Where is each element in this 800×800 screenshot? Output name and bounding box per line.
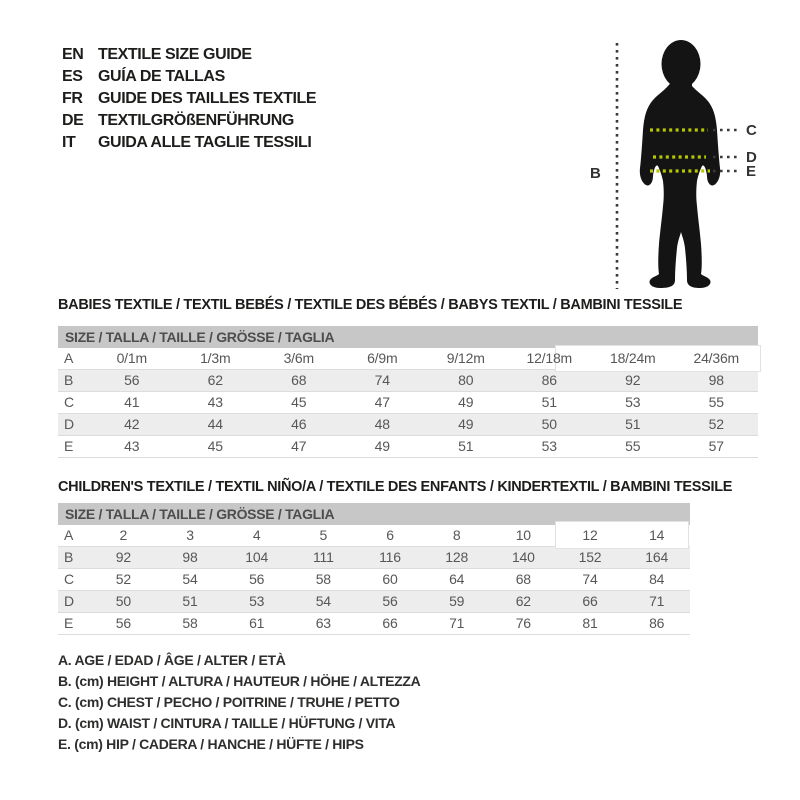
table-cell: 66: [582, 593, 598, 609]
row-label: A: [64, 350, 74, 366]
table-cell: 18/24m: [610, 350, 656, 366]
table-cell: 60: [382, 571, 398, 587]
table-row: [58, 414, 758, 436]
table-cell: 55: [625, 438, 641, 454]
table-cell: 49: [458, 416, 474, 432]
table-cell: 42: [124, 416, 140, 432]
table-cell: 68: [291, 372, 307, 388]
row-label: B: [64, 549, 74, 565]
table-cell: 50: [115, 593, 131, 609]
babies-size-table: [58, 326, 758, 458]
table-cell: 54: [182, 571, 198, 587]
language-row-en: [62, 44, 316, 66]
table-cell: 24/36m: [693, 350, 739, 366]
table-cell: 47: [291, 438, 307, 454]
legend-row: D. (cm) WAIST / CINTURA / TAILLE / HÜFTUNG / VITA: [58, 715, 396, 731]
table-cell: 9/12m: [446, 350, 485, 366]
table-cell: 44: [207, 416, 223, 432]
table-cell: 140: [511, 549, 535, 565]
children-section-title: CHILDREN'S TEXTILE / TEXTIL NIÑO/A / TEXTILE DES ENFANTS / KINDERTEXTIL / BAMBINI TESSILE: [58, 479, 733, 495]
table-cell: 51: [458, 438, 474, 454]
table-row: [58, 525, 690, 547]
table-cell: 3: [186, 527, 194, 543]
table-cell: 41: [124, 394, 140, 410]
table-cell: 5: [319, 527, 328, 543]
table-cell: 81: [582, 615, 598, 631]
table-cell: 71: [649, 593, 665, 609]
table-row: [58, 392, 758, 414]
hip-label: E: [746, 163, 757, 180]
table-cell: 76: [515, 615, 531, 631]
row-label: A: [64, 527, 74, 543]
table-cell: 63: [315, 615, 331, 631]
table-cell: 6/9m: [367, 350, 398, 366]
child-silhouette-diagram: [580, 18, 760, 303]
table-cell: 56: [382, 593, 398, 609]
babies-size-header: SIZE / TALLA / TAILLE / GRÖSSE / TAGLIA: [58, 326, 758, 348]
table-cell: 56: [249, 571, 265, 587]
language-label: GUÍA DE TALLAS: [98, 68, 225, 85]
language-row-es: [62, 66, 316, 88]
table-row: [58, 436, 758, 458]
language-row-de: [62, 110, 316, 132]
table-cell: 164: [645, 549, 669, 565]
table-cell: 61: [249, 615, 265, 631]
table-cell: 64: [449, 571, 465, 587]
table-cell: 52: [115, 571, 131, 587]
table-cell: 74: [582, 571, 598, 587]
table-cell: 62: [515, 593, 531, 609]
table-row: [58, 547, 690, 569]
table-cell: 46: [291, 416, 307, 432]
table-cell: 55: [708, 394, 724, 410]
row-label: C: [64, 394, 74, 410]
table-cell: 3/6m: [283, 350, 314, 366]
row-label: D: [64, 593, 74, 609]
language-code: FR: [62, 90, 83, 107]
babies-table-rows: [58, 348, 758, 458]
table-cell: 92: [115, 549, 131, 565]
table-cell: 0/1m: [116, 350, 147, 366]
language-code: DE: [62, 112, 84, 129]
table-cell: 71: [449, 615, 465, 631]
language-code: ES: [62, 68, 83, 85]
table-cell: 45: [291, 394, 307, 410]
table-cell: 98: [182, 549, 198, 565]
table-cell: 80: [458, 372, 474, 388]
table-row: [58, 569, 690, 591]
table-cell: 48: [374, 416, 390, 432]
measurement-legend: [58, 650, 420, 755]
table-cell: 10: [515, 527, 531, 543]
table-row: [58, 591, 690, 613]
table-cell: 86: [541, 372, 557, 388]
table-row: [58, 613, 690, 635]
table-cell: 84: [649, 571, 665, 587]
table-cell: 45: [207, 438, 223, 454]
table-cell: 53: [249, 593, 265, 609]
table-cell: 51: [625, 416, 641, 432]
table-cell: 50: [541, 416, 557, 432]
table-cell: 8: [452, 527, 461, 543]
table-cell: 4: [252, 527, 261, 543]
children-size-header: SIZE / TALLA / TAILLE / GRÖSSE / TAGLIA: [58, 503, 690, 525]
table-cell: 92: [625, 372, 641, 388]
table-cell: 56: [115, 615, 131, 631]
language-row-it: [62, 132, 316, 154]
measurement-figure: [580, 18, 760, 303]
table-cell: 98: [708, 372, 724, 388]
language-code: IT: [62, 134, 76, 151]
table-cell: 2: [119, 527, 128, 543]
table-cell: 86: [649, 615, 665, 631]
table-cell: 62: [207, 372, 223, 388]
table-cell: 116: [379, 549, 401, 565]
table-cell: 49: [458, 394, 474, 410]
table-cell: 14: [649, 527, 665, 543]
table-cell: 58: [182, 615, 198, 631]
row-label: C: [64, 571, 74, 587]
table-cell: 54: [315, 593, 331, 609]
table-cell: 51: [541, 394, 557, 410]
table-cell: 53: [625, 394, 641, 410]
table-cell: 57: [708, 438, 724, 454]
table-cell: 12: [582, 527, 598, 543]
row-label: B: [64, 372, 74, 388]
language-code: EN: [62, 46, 84, 63]
table-row: [58, 348, 758, 370]
table-cell: 47: [374, 394, 390, 410]
row-label: D: [64, 416, 74, 432]
table-cell: 66: [382, 615, 398, 631]
table-cell: 49: [374, 438, 390, 454]
legend-row: E. (cm) HIP / CADERA / HANCHE / HÜFTE / HIPS: [58, 736, 364, 752]
language-label: TEXTILE SIZE GUIDE: [98, 46, 252, 63]
table-cell: 104: [245, 549, 269, 565]
children-table-rows: [58, 525, 690, 635]
language-label: TEXTILGRÖßENFÜHRUNG: [98, 112, 294, 129]
table-cell: 68: [515, 571, 531, 587]
children-size-table: [58, 503, 690, 635]
table-cell: 6: [386, 527, 394, 543]
legend-row: B. (cm) HEIGHT / ALTURA / HAUTEUR / HÖHE / ALTEZZA: [58, 673, 421, 689]
table-cell: 56: [124, 372, 140, 388]
table-cell: 51: [182, 593, 198, 609]
row-label: E: [64, 438, 74, 454]
height-label: B: [590, 165, 601, 182]
language-row-fr: [62, 88, 316, 110]
table-cell: 43: [207, 394, 223, 410]
table-cell: 52: [708, 416, 724, 432]
table-cell: 74: [374, 372, 390, 388]
table-cell: 53: [541, 438, 557, 454]
table-cell: 12/18m: [526, 350, 572, 366]
table-cell: 152: [578, 549, 602, 565]
table-row: [58, 370, 758, 392]
legend-row: C. (cm) CHEST / PECHO / POITRINE / TRUHE / PETTO: [58, 694, 400, 710]
language-list: [62, 44, 316, 154]
table-cell: 1/3m: [200, 350, 231, 366]
child-silhouette: [640, 40, 720, 288]
chest-label: C: [746, 122, 757, 139]
babies-section-title: BABIES TEXTILE / TEXTIL BEBÉS / TEXTILE DES BÉBÉS / BABYS TEXTIL / BAMBINI TESSILE: [58, 297, 683, 313]
row-label: E: [64, 615, 74, 631]
language-label: GUIDA ALLE TAGLIE TESSILI: [98, 134, 312, 151]
table-cell: 128: [445, 549, 469, 565]
table-cell: 59: [449, 593, 465, 609]
legend-row: A. AGE / EDAD / ÂGE / ALTER / ETÀ: [58, 652, 286, 668]
waist-label: D: [746, 149, 757, 166]
table-cell: 58: [315, 571, 331, 587]
language-label: GUIDE DES TAILLES TEXTILE: [98, 90, 317, 107]
table-cell: 111: [312, 549, 334, 565]
table-cell: 43: [124, 438, 140, 454]
